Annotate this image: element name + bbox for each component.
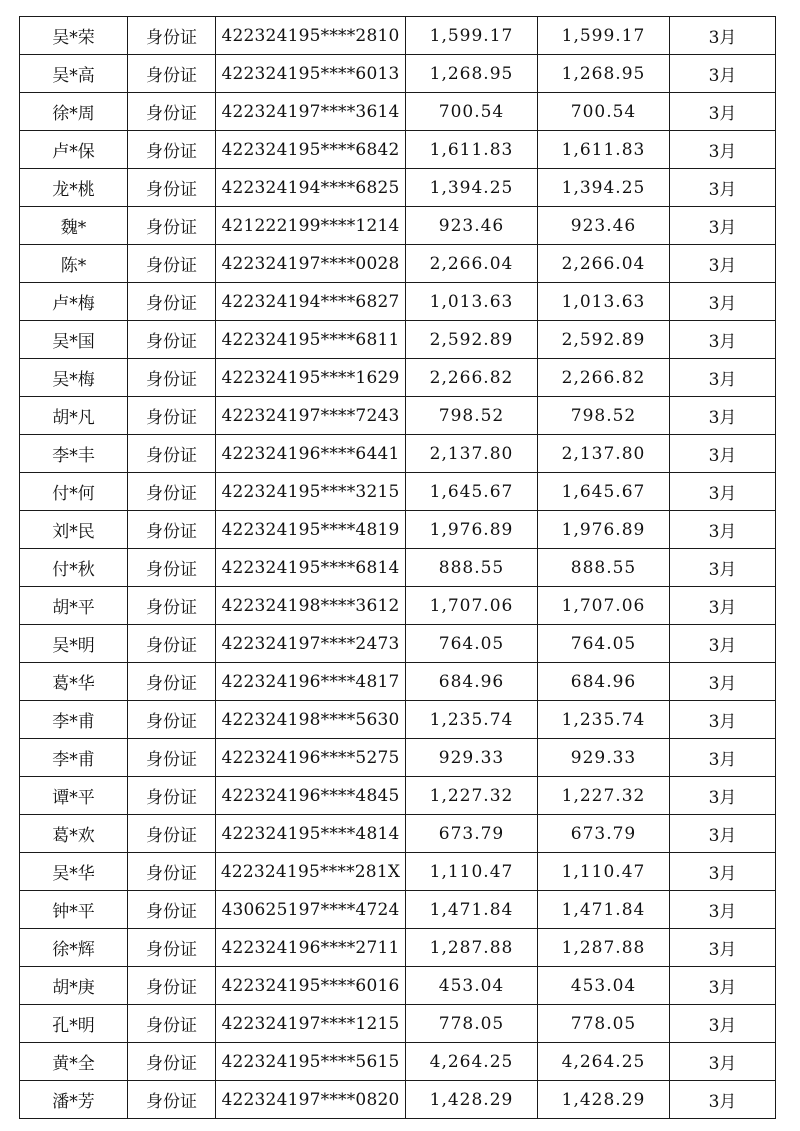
name-cell: 陈* (20, 245, 128, 283)
table-row (20, 663, 776, 701)
amount-2-cell: 798.52 (538, 397, 670, 435)
amount-1-cell: 1,013.63 (406, 283, 538, 321)
id-type-cell: 身份证 (128, 1081, 216, 1119)
month-cell: 3月 (670, 891, 776, 929)
table-row (20, 549, 776, 587)
id-number-cell: 422324196****4845 (216, 777, 406, 815)
month-cell: 3月 (670, 1005, 776, 1043)
payment-roster-table (19, 16, 776, 1119)
amount-1-cell: 1,976.89 (406, 511, 538, 549)
amount-2-cell: 673.79 (538, 815, 670, 853)
id-number-cell: 422324197****1215 (216, 1005, 406, 1043)
table-row (20, 1043, 776, 1081)
month-cell: 3月 (670, 587, 776, 625)
month-cell: 3月 (670, 321, 776, 359)
id-type-cell: 身份证 (128, 1005, 216, 1043)
month-cell: 3月 (670, 777, 776, 815)
name-cell: 胡*凡 (20, 397, 128, 435)
id-type-cell: 身份证 (128, 283, 216, 321)
id-number-cell: 422324195****5615 (216, 1043, 406, 1081)
amount-1-cell: 2,266.82 (406, 359, 538, 397)
table-row (20, 169, 776, 207)
id-number-cell: 430625197****4724 (216, 891, 406, 929)
amount-1-cell: 1,428.29 (406, 1081, 538, 1119)
month-cell: 3月 (670, 55, 776, 93)
id-type-cell: 身份证 (128, 1043, 216, 1081)
table-row (20, 625, 776, 663)
id-type-cell: 身份证 (128, 929, 216, 967)
id-number-cell: 422324195****6842 (216, 131, 406, 169)
name-cell: 葛*欢 (20, 815, 128, 853)
name-cell: 李*丰 (20, 435, 128, 473)
table-row (20, 967, 776, 1005)
id-type-cell: 身份证 (128, 245, 216, 283)
table-row (20, 283, 776, 321)
table-row (20, 359, 776, 397)
table-row (20, 815, 776, 853)
month-cell: 3月 (670, 207, 776, 245)
name-cell: 潘*芳 (20, 1081, 128, 1119)
amount-1-cell: 2,266.04 (406, 245, 538, 283)
id-type-cell: 身份证 (128, 549, 216, 587)
amount-1-cell: 1,645.67 (406, 473, 538, 511)
amount-1-cell: 453.04 (406, 967, 538, 1005)
id-number-cell: 422324197****0028 (216, 245, 406, 283)
month-cell: 3月 (670, 815, 776, 853)
id-number-cell: 422324194****6827 (216, 283, 406, 321)
amount-1-cell: 1,707.06 (406, 587, 538, 625)
amount-1-cell: 923.46 (406, 207, 538, 245)
amount-1-cell: 778.05 (406, 1005, 538, 1043)
table-row (20, 55, 776, 93)
month-cell: 3月 (670, 359, 776, 397)
month-cell: 3月 (670, 853, 776, 891)
amount-2-cell: 778.05 (538, 1005, 670, 1043)
month-cell: 3月 (670, 701, 776, 739)
id-number-cell: 422324195****6013 (216, 55, 406, 93)
id-type-cell: 身份证 (128, 17, 216, 55)
amount-1-cell: 1,611.83 (406, 131, 538, 169)
name-cell: 李*甫 (20, 739, 128, 777)
name-cell: 吴*明 (20, 625, 128, 663)
month-cell: 3月 (670, 397, 776, 435)
name-cell: 龙*桃 (20, 169, 128, 207)
name-cell: 徐*辉 (20, 929, 128, 967)
id-number-cell: 422324197****0820 (216, 1081, 406, 1119)
name-cell: 魏* (20, 207, 128, 245)
amount-2-cell: 1,599.17 (538, 17, 670, 55)
month-cell: 3月 (670, 967, 776, 1005)
id-type-cell: 身份证 (128, 473, 216, 511)
amount-2-cell: 1,645.67 (538, 473, 670, 511)
table-row (20, 131, 776, 169)
amount-1-cell: 1,268.95 (406, 55, 538, 93)
id-type-cell: 身份证 (128, 435, 216, 473)
table-row (20, 587, 776, 625)
name-cell: 吴*华 (20, 853, 128, 891)
id-number-cell: 422324195****281X (216, 853, 406, 891)
name-cell: 吴*荣 (20, 17, 128, 55)
table-row (20, 207, 776, 245)
name-cell: 胡*平 (20, 587, 128, 625)
amount-1-cell: 888.55 (406, 549, 538, 587)
month-cell: 3月 (670, 473, 776, 511)
month-cell: 3月 (670, 1081, 776, 1119)
id-number-cell: 422324197****7243 (216, 397, 406, 435)
amount-1-cell: 700.54 (406, 93, 538, 131)
name-cell: 钟*平 (20, 891, 128, 929)
id-number-cell: 422324194****6825 (216, 169, 406, 207)
name-cell: 付*何 (20, 473, 128, 511)
table-row (20, 929, 776, 967)
table-row (20, 511, 776, 549)
id-number-cell: 422324196****2711 (216, 929, 406, 967)
amount-2-cell: 700.54 (538, 93, 670, 131)
id-type-cell: 身份证 (128, 663, 216, 701)
id-number-cell: 422324196****5275 (216, 739, 406, 777)
name-cell: 吴*梅 (20, 359, 128, 397)
amount-2-cell: 888.55 (538, 549, 670, 587)
id-type-cell: 身份证 (128, 625, 216, 663)
table-row (20, 739, 776, 777)
amount-1-cell: 1,287.88 (406, 929, 538, 967)
amount-2-cell: 1,471.84 (538, 891, 670, 929)
id-number-cell: 422324195****2810 (216, 17, 406, 55)
id-type-cell: 身份证 (128, 55, 216, 93)
id-number-cell: 422324195****6811 (216, 321, 406, 359)
id-type-cell: 身份证 (128, 359, 216, 397)
amount-2-cell: 4,264.25 (538, 1043, 670, 1081)
id-type-cell: 身份证 (128, 131, 216, 169)
amount-1-cell: 1,471.84 (406, 891, 538, 929)
id-type-cell: 身份证 (128, 587, 216, 625)
id-number-cell: 422324195****4819 (216, 511, 406, 549)
amount-1-cell: 684.96 (406, 663, 538, 701)
id-number-cell: 421222199****1214 (216, 207, 406, 245)
id-type-cell: 身份证 (128, 397, 216, 435)
table-row (20, 435, 776, 473)
amount-2-cell: 923.46 (538, 207, 670, 245)
amount-2-cell: 1,287.88 (538, 929, 670, 967)
month-cell: 3月 (670, 663, 776, 701)
id-type-cell: 身份证 (128, 853, 216, 891)
month-cell: 3月 (670, 435, 776, 473)
month-cell: 3月 (670, 17, 776, 55)
amount-1-cell: 673.79 (406, 815, 538, 853)
amount-2-cell: 2,266.04 (538, 245, 670, 283)
table-row (20, 891, 776, 929)
name-cell: 吴*国 (20, 321, 128, 359)
amount-2-cell: 1,227.32 (538, 777, 670, 815)
id-number-cell: 422324197****2473 (216, 625, 406, 663)
name-cell: 吴*高 (20, 55, 128, 93)
amount-2-cell: 1,394.25 (538, 169, 670, 207)
amount-1-cell: 1,227.32 (406, 777, 538, 815)
amount-1-cell: 1,599.17 (406, 17, 538, 55)
name-cell: 黄*全 (20, 1043, 128, 1081)
amount-2-cell: 1,110.47 (538, 853, 670, 891)
table-row (20, 701, 776, 739)
id-number-cell: 422324195****6814 (216, 549, 406, 587)
id-number-cell: 422324196****4817 (216, 663, 406, 701)
name-cell: 葛*华 (20, 663, 128, 701)
id-number-cell: 422324198****3612 (216, 587, 406, 625)
amount-2-cell: 1,611.83 (538, 131, 670, 169)
amount-1-cell: 929.33 (406, 739, 538, 777)
amount-2-cell: 2,137.80 (538, 435, 670, 473)
month-cell: 3月 (670, 511, 776, 549)
amount-1-cell: 764.05 (406, 625, 538, 663)
table-row (20, 1005, 776, 1043)
amount-2-cell: 2,592.89 (538, 321, 670, 359)
table-row (20, 17, 776, 55)
name-cell: 卢*保 (20, 131, 128, 169)
id-type-cell: 身份证 (128, 967, 216, 1005)
id-number-cell: 422324195****1629 (216, 359, 406, 397)
id-number-cell: 422324195****4814 (216, 815, 406, 853)
name-cell: 付*秋 (20, 549, 128, 587)
amount-1-cell: 1,394.25 (406, 169, 538, 207)
table-row (20, 397, 776, 435)
name-cell: 卢*梅 (20, 283, 128, 321)
table-row (20, 93, 776, 131)
id-type-cell: 身份证 (128, 891, 216, 929)
amount-2-cell: 1,428.29 (538, 1081, 670, 1119)
id-type-cell: 身份证 (128, 815, 216, 853)
table-row (20, 473, 776, 511)
month-cell: 3月 (670, 93, 776, 131)
table-row (20, 1081, 776, 1119)
id-type-cell: 身份证 (128, 93, 216, 131)
id-number-cell: 422324195****6016 (216, 967, 406, 1005)
name-cell: 孔*明 (20, 1005, 128, 1043)
amount-2-cell: 684.96 (538, 663, 670, 701)
amount-2-cell: 1,235.74 (538, 701, 670, 739)
amount-1-cell: 1,110.47 (406, 853, 538, 891)
amount-2-cell: 2,266.82 (538, 359, 670, 397)
month-cell: 3月 (670, 131, 776, 169)
name-cell: 胡*庚 (20, 967, 128, 1005)
amount-1-cell: 4,264.25 (406, 1043, 538, 1081)
amount-1-cell: 2,592.89 (406, 321, 538, 359)
table-row (20, 245, 776, 283)
month-cell: 3月 (670, 169, 776, 207)
amount-2-cell: 1,976.89 (538, 511, 670, 549)
id-type-cell: 身份证 (128, 321, 216, 359)
id-type-cell: 身份证 (128, 511, 216, 549)
amount-2-cell: 453.04 (538, 967, 670, 1005)
id-number-cell: 422324196****6441 (216, 435, 406, 473)
id-number-cell: 422324195****3215 (216, 473, 406, 511)
id-type-cell: 身份证 (128, 169, 216, 207)
table-row (20, 853, 776, 891)
id-type-cell: 身份证 (128, 207, 216, 245)
table-row (20, 321, 776, 359)
month-cell: 3月 (670, 283, 776, 321)
month-cell: 3月 (670, 739, 776, 777)
id-type-cell: 身份证 (128, 701, 216, 739)
id-number-cell: 422324198****5630 (216, 701, 406, 739)
month-cell: 3月 (670, 929, 776, 967)
amount-2-cell: 929.33 (538, 739, 670, 777)
amount-1-cell: 2,137.80 (406, 435, 538, 473)
amount-2-cell: 1,268.95 (538, 55, 670, 93)
table-row (20, 777, 776, 815)
name-cell: 刘*民 (20, 511, 128, 549)
roster-body (20, 17, 776, 1119)
id-type-cell: 身份证 (128, 777, 216, 815)
id-type-cell: 身份证 (128, 739, 216, 777)
amount-2-cell: 1,707.06 (538, 587, 670, 625)
amount-2-cell: 764.05 (538, 625, 670, 663)
month-cell: 3月 (670, 245, 776, 283)
amount-1-cell: 1,235.74 (406, 701, 538, 739)
document-page (19, 16, 775, 1119)
amount-1-cell: 798.52 (406, 397, 538, 435)
amount-2-cell: 1,013.63 (538, 283, 670, 321)
month-cell: 3月 (670, 625, 776, 663)
name-cell: 谭*平 (20, 777, 128, 815)
name-cell: 徐*周 (20, 93, 128, 131)
name-cell: 李*甫 (20, 701, 128, 739)
month-cell: 3月 (670, 1043, 776, 1081)
month-cell: 3月 (670, 549, 776, 587)
id-number-cell: 422324197****3614 (216, 93, 406, 131)
